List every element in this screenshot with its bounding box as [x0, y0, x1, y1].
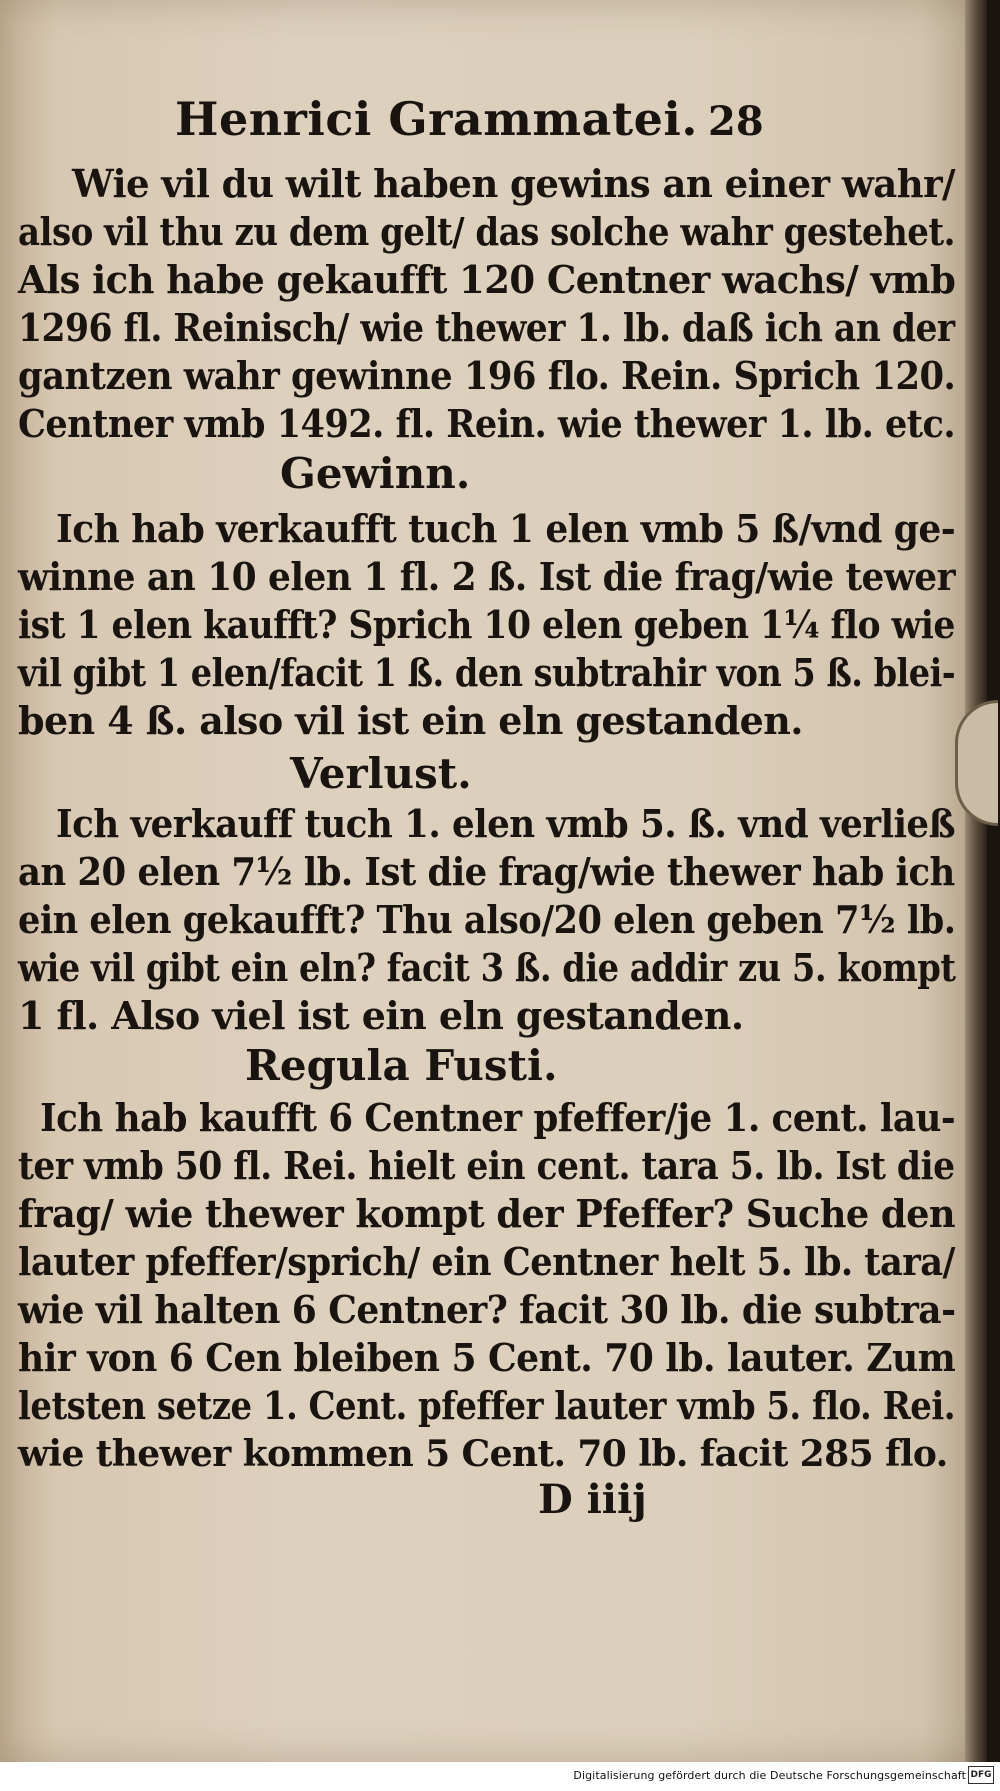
funding-credit: Digitalisierung gefördert durch die Deutsche Forschungsgemeinschaft: [573, 1769, 966, 1782]
text-line: letsten setze 1. Cent. pfeffer lauter vmb 5. flo. Rei.: [18, 1383, 956, 1428]
text-line: Centner vmb 1492. fl. Rein. wie thewer 1. lb. etc.: [18, 401, 955, 446]
signature-mark: D iiij: [538, 1476, 647, 1523]
text-line: ben 4 ß. also vil ist ein eln gestanden.: [18, 698, 803, 743]
running-head: Henrici Grammatei.: [175, 92, 698, 146]
text-line: wie vil halten 6 Centner? facit 30 lb. die subtra-: [18, 1287, 956, 1332]
text-line: winne an 10 elen 1 fl. 2 ß. Ist die frag/wie tewer: [18, 554, 955, 599]
text-line: frag/ wie thewer kompt der Pfeffer? Suche den: [18, 1191, 956, 1236]
text-line: Als ich habe gekaufft 120 Centner wachs/ vmb: [18, 257, 956, 302]
text-line: 1 fl. Also viel ist ein eln gestanden.: [18, 993, 744, 1038]
section-heading-verlust: Verlust.: [290, 749, 472, 798]
dfg-logo: DFG: [968, 1766, 994, 1784]
text-line: ist 1 elen kaufft? Sprich 10 elen geben 1¼ flo wie: [18, 602, 955, 647]
page-edge: [965, 0, 987, 1762]
text-line: hir von 6 Cen bleiben 5 Cent. 70 lb. lauter. Zum: [18, 1335, 956, 1380]
text-line: wie vil gibt ein eln? facit 3 ß. die addir zu 5. kompt: [18, 945, 956, 990]
text-line: Ich hab verkaufft tuch 1 elen vmb 5 ß/vnd ge-: [56, 506, 956, 551]
page-tab: [955, 700, 998, 826]
text-line: 1296 fl. Reinisch/ wie thewer 1. lb. daß ich an der: [18, 305, 955, 350]
text-line: Wie vil du wilt haben gewins an einer wahr/: [72, 161, 956, 206]
text-line: ter vmb 50 fl. Rei. hielt ein cent. tara 5. lb. Ist die: [18, 1143, 955, 1188]
section-heading-gewinn: Gewinn.: [280, 449, 471, 498]
text-line: Ich hab kaufft 6 Centner pfeffer/je 1. cent. lau-: [40, 1095, 956, 1140]
folio-number: 28: [708, 98, 764, 145]
text-line: an 20 elen 7½ lb. Ist die frag/wie thewer hab ich: [18, 849, 955, 894]
section-heading-regula-fusti: Regula Fusti.: [245, 1041, 558, 1090]
text-line: ein elen gekaufft? Thu also/20 elen geben 7½ lb.: [18, 897, 956, 942]
text-line: also vil thu zu dem gelt/ das solche wahr gestehet.: [18, 209, 955, 254]
text-line: gantzen wahr gewinne 196 flo. Rein. Sprich 120.: [18, 353, 956, 398]
text-line: Ich verkauff tuch 1. elen vmb 5. ß. vnd verließ: [56, 801, 956, 846]
text-line: vil gibt 1 elen/facit 1 ß. den subtrahir von 5 ß. blei-: [18, 650, 956, 695]
text-line: lauter pfeffer/sprich/ ein Centner helt 5. lb. tara/: [18, 1239, 955, 1284]
text-line: wie thewer kommen 5 Cent. 70 lb. facit 285 flo.: [18, 1433, 948, 1475]
